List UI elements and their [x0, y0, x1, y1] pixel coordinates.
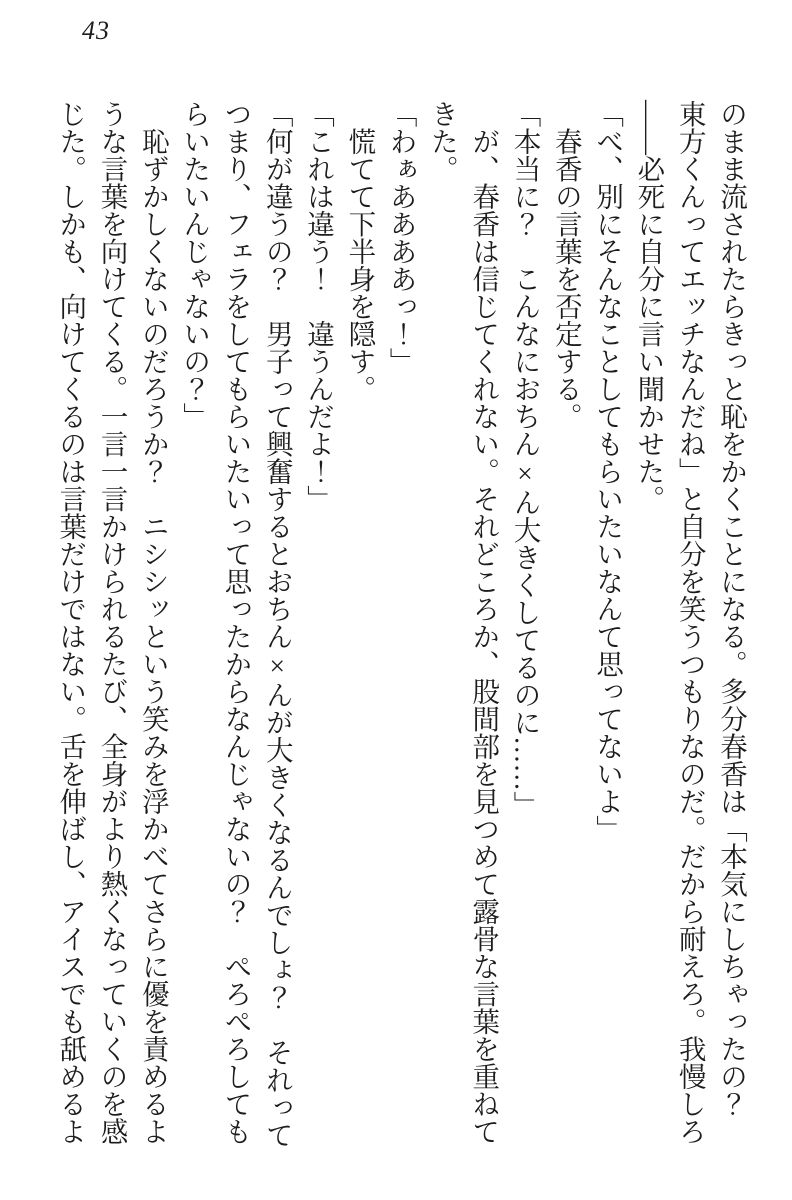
- text-line: 恥ずかしくないのだろうか？ ニシシッという笑みを浮かべてさらに優を責めるよ: [137, 100, 169, 1145]
- text-line: 「わぁああああっ！」: [385, 100, 417, 375]
- text-line: きた。: [426, 100, 458, 183]
- text-line: のまま流されたらきっと恥をかくことになる。多分春香は「本気にしちゃったの？: [716, 100, 747, 1118]
- text-line: 「これは違う！ 違うんだよ！」: [303, 100, 335, 513]
- text-line: 「べ、別にそんなことしてもらいたいなんて思ってないよ」: [592, 100, 624, 843]
- text-line: 慌てて下半身を隠す。: [344, 100, 376, 403]
- text-line: ――必死に自分に言い聞かせた。: [633, 100, 665, 513]
- text-line: じた。しかも、向けてくるのは言葉だけではない。舌を伸ばし、アイスでも舐めるよ: [55, 100, 87, 1145]
- text-line: 東方くんってエッチなんだね」と自分を笑うつもりなのだ。だから耐えろ。我慢しろ: [674, 100, 706, 1145]
- text-line: が、春香は信じてくれない。それどころか、股間部を見つめて露骨な言葉を重ねて: [468, 100, 500, 1145]
- text-line: 春香の言葉を否定する。: [550, 100, 582, 430]
- text-line: らいたいんじゃないの？」: [179, 100, 211, 430]
- text-area: [50, 100, 752, 1148]
- text-line: 「本当に？ こんなにおちん×ん大きくしてるのに……」: [509, 100, 541, 819]
- page-number: 43: [82, 16, 110, 45]
- text-line: つまり、フェラをしてもらいたいって思ったからなんじゃないの？ ぺろぺろしても: [220, 100, 252, 1145]
- text-line: 「何が違うの？ 男子って興奮するとおちん×んが大きくなるんでしょ？ それって: [261, 100, 293, 1149]
- text-line: うな言葉を向けてくる。一言一言かけられるたび、全身がより熱くなっていくのを感: [96, 100, 128, 1145]
